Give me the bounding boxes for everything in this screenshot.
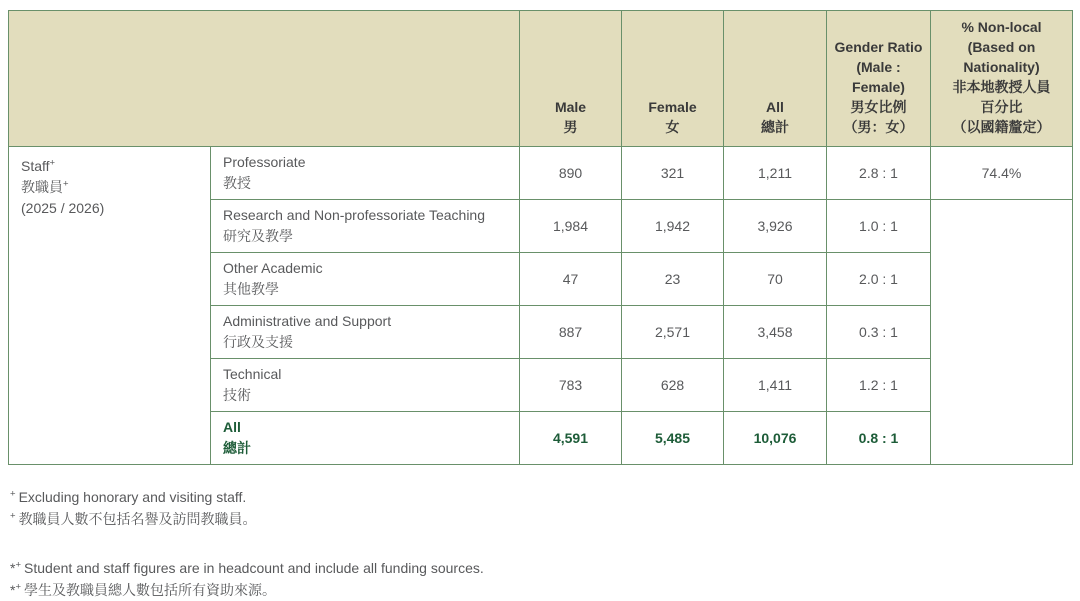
category-cell — [211, 359, 520, 412]
category-en: Professoriate — [223, 154, 306, 170]
staff-label-zh-text: 教職員 — [21, 179, 63, 195]
ratio-value: 1.2 : 1 — [827, 359, 931, 412]
category-zh: 總計 — [223, 440, 251, 456]
category-cell — [211, 147, 520, 200]
category-cell — [211, 412, 520, 465]
header-male-zh: 男 — [563, 119, 578, 135]
female-value: 5,485 — [622, 412, 724, 465]
footnote-plus: + — [15, 581, 22, 593]
category-zh: 技術 — [223, 387, 251, 403]
category-en: Other Academic — [223, 260, 323, 276]
footnote-staff-zh — [10, 508, 1072, 530]
header-female-zh: 女 — [665, 119, 680, 135]
category-cell — [211, 306, 520, 359]
male-value: 47 — [520, 253, 622, 306]
footnote-star: * — [10, 560, 16, 576]
ratio-value: 2.8 : 1 — [827, 147, 931, 200]
female-value: 1,942 — [622, 200, 724, 253]
all-value: 10,076 — [724, 412, 827, 465]
staff-footnote-marker-zh: + — [63, 178, 69, 190]
male-value: 4,591 — [520, 412, 622, 465]
header-gender-ratio-line1: Gender Ratio — [834, 39, 923, 55]
footnote-marker — [10, 582, 21, 598]
category-cell — [211, 253, 520, 306]
ratio-value: 0.3 : 1 — [827, 306, 931, 359]
ratio-value: 2.0 : 1 — [827, 253, 931, 306]
non-local-value: 74.4% — [931, 147, 1073, 200]
footnote-plus: + — [15, 559, 22, 571]
header-female — [622, 11, 724, 147]
category-en: All — [223, 419, 241, 435]
header-female-en: Female — [648, 99, 697, 115]
category-zh: 研究及教學 — [223, 228, 293, 244]
male-value: 887 — [520, 306, 622, 359]
staff-statistics-table — [8, 10, 1073, 465]
male-value: 783 — [520, 359, 622, 412]
non-local-merged-empty-cell — [931, 200, 1073, 465]
all-value: 1,211 — [724, 147, 827, 200]
footnote-marker — [10, 511, 16, 527]
footnote-headcount-en — [10, 557, 1072, 579]
male-value: 890 — [520, 147, 622, 200]
category-zh: 教授 — [223, 175, 251, 191]
category-zh: 其他教學 — [223, 281, 279, 297]
header-gender-ratio-line4: （男：女） — [843, 119, 914, 135]
female-value: 23 — [622, 253, 724, 306]
female-value: 2,571 — [622, 306, 724, 359]
header-non-local-line1: % Non-local — [961, 19, 1042, 35]
all-value: 70 — [724, 253, 827, 306]
header-all-en: All — [766, 99, 784, 115]
staff-label-en-text: Staff — [21, 158, 50, 174]
header-male — [520, 11, 622, 147]
category-en: Research and Non-professoriate Teaching — [223, 207, 486, 223]
footnote-text: Excluding honorary and visiting staff. — [18, 489, 247, 505]
footnotes — [10, 486, 1072, 601]
footnote-text: Student and staff figures are in headcount and include all funding sources. — [24, 560, 484, 576]
header-gender-ratio — [827, 11, 931, 147]
footnote-plus: + — [10, 510, 16, 522]
header-non-local-line3: 非本地教授人員 — [952, 79, 1051, 95]
footnote-text: 學生及教職員總人數包括所有資助來源。 — [24, 582, 277, 598]
header-non-local-line5: （以國籍釐定） — [952, 119, 1051, 135]
male-value: 1,984 — [520, 200, 622, 253]
header-empty-cell — [9, 11, 520, 147]
footnote-marker — [10, 489, 16, 505]
footnote-headcount-zh — [10, 579, 1072, 601]
female-value: 321 — [622, 147, 724, 200]
header-non-local-line2: (Based on Nationality) — [963, 39, 1040, 75]
category-en: Technical — [223, 366, 282, 382]
header-gender-ratio-line2: (Male : Female) — [852, 59, 905, 95]
table-row-professoriate — [9, 147, 1073, 200]
header-all — [724, 11, 827, 147]
female-value: 628 — [622, 359, 724, 412]
all-value: 3,926 — [724, 200, 827, 253]
ratio-value: 1.0 : 1 — [827, 200, 931, 253]
header-non-local — [931, 11, 1073, 147]
staff-footnote-marker: + — [49, 157, 56, 169]
row-group-staff — [9, 147, 211, 465]
staff-label-year: (2025 / 2026) — [21, 200, 105, 216]
header-gender-ratio-line3: 男女比例 — [850, 99, 907, 115]
header-all-zh: 總計 — [761, 119, 789, 135]
header-non-local-line4: 百分比 — [980, 99, 1023, 115]
footnote-plus: + — [10, 488, 16, 500]
staff-label-zh — [21, 177, 198, 198]
table-header-row — [9, 11, 1073, 147]
category-zh: 行政及支援 — [223, 334, 293, 350]
category-cell — [211, 200, 520, 253]
all-value: 1,411 — [724, 359, 827, 412]
staff-label-en — [21, 156, 198, 177]
all-value: 3,458 — [724, 306, 827, 359]
header-male-en: Male — [554, 99, 587, 115]
footnote-staff-en — [10, 486, 1072, 508]
footnote-text: 教職員人數不包括名譽及訪問教職員。 — [18, 511, 257, 527]
ratio-value: 0.8 : 1 — [827, 412, 931, 465]
category-en: Administrative and Support — [223, 313, 392, 329]
footnote-star: * — [10, 582, 16, 598]
footnote-marker — [10, 560, 21, 576]
